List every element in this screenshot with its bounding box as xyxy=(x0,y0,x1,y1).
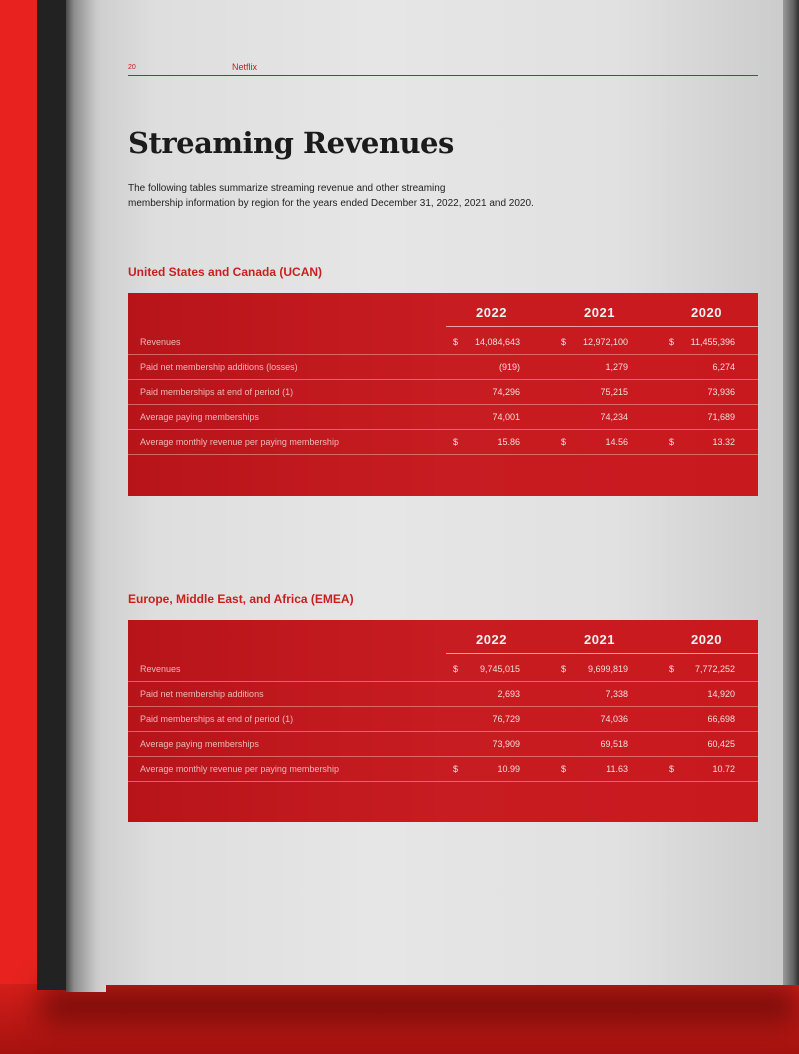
cell-value: 71,689 xyxy=(707,412,735,422)
table-row xyxy=(128,430,758,455)
intro-line-2: membership information by region for the years ended December 31, 2022, 2021 and 2020. xyxy=(128,198,534,209)
cell-value: 74,296 xyxy=(492,387,520,397)
row-label: Average paying memberships xyxy=(140,412,259,422)
row-label: Paid memberships at end of period (1) xyxy=(140,387,294,397)
currency-symbol: $ xyxy=(669,664,675,674)
row-label: Paid net membership additions xyxy=(140,689,264,699)
cell-value: 73,909 xyxy=(492,739,520,749)
cell-value: 14.56 xyxy=(605,437,628,447)
table-row xyxy=(128,707,758,732)
column-header-year: 2021 xyxy=(584,305,615,320)
cell-value: 7,772,252 xyxy=(694,664,735,674)
cell-value: 11,455,396 xyxy=(690,337,735,347)
row-label: Paid memberships at end of period (1) xyxy=(140,714,294,724)
row-label: Revenues xyxy=(140,664,181,674)
cell-value: 13.32 xyxy=(712,437,735,447)
row-label: Average monthly revenue per paying membership xyxy=(140,437,339,447)
cell-value: 74,234 xyxy=(600,412,628,422)
table-row xyxy=(128,757,758,782)
cell-value: 10.72 xyxy=(712,764,735,774)
cell-value: 9,745,015 xyxy=(479,664,520,674)
running-head-title: Netflix xyxy=(232,62,258,72)
page-number: 20 xyxy=(128,64,136,71)
table-ucan xyxy=(128,293,758,496)
cell-value: 12,972,100 xyxy=(582,337,628,347)
header-rule xyxy=(446,653,758,654)
table-row xyxy=(128,380,758,405)
column-header-year: 2020 xyxy=(691,305,722,320)
running-head-rule xyxy=(128,75,758,76)
currency-symbol: $ xyxy=(669,764,675,774)
table-emea xyxy=(128,620,758,822)
cell-value: 10.99 xyxy=(497,764,520,774)
column-header-year: 2022 xyxy=(476,305,507,320)
table-row xyxy=(128,682,758,707)
cell-value: 74,001 xyxy=(492,412,520,422)
row-label: Average monthly revenue per paying membership xyxy=(140,764,339,774)
intro-paragraph xyxy=(128,181,608,211)
currency-symbol: $ xyxy=(561,337,567,347)
table-row xyxy=(128,732,758,757)
cell-value: 6,274 xyxy=(712,362,735,372)
section-title-ucan: United States and Canada (UCAN) xyxy=(128,265,323,279)
intro-line-1: The following tables summarize streaming revenue and other streaming xyxy=(128,183,446,194)
cell-value: 75,215 xyxy=(600,387,628,397)
header-rule xyxy=(446,326,758,327)
book-shadow xyxy=(40,985,799,1025)
currency-symbol: $ xyxy=(561,664,567,674)
row-divider xyxy=(128,781,758,782)
cell-value: 2,693 xyxy=(497,689,520,699)
table-row xyxy=(128,355,758,380)
cell-value: 1,279 xyxy=(605,362,628,372)
column-header-year: 2021 xyxy=(584,632,615,647)
facing-page-edge xyxy=(783,0,799,985)
running-head xyxy=(128,60,758,78)
currency-symbol: $ xyxy=(453,337,459,347)
cell-value: 66,698 xyxy=(707,714,735,724)
cell-value: 7,338 xyxy=(605,689,628,699)
row-label: Average paying memberships xyxy=(140,739,259,749)
cell-value: 11.63 xyxy=(606,764,628,774)
column-header-year: 2020 xyxy=(691,632,722,647)
cell-value: 15.86 xyxy=(497,437,520,447)
currency-symbol: $ xyxy=(669,337,675,347)
cell-value: 60,425 xyxy=(707,739,735,749)
currency-symbol: $ xyxy=(561,764,567,774)
column-header-year: 2022 xyxy=(476,632,507,647)
row-divider xyxy=(128,454,758,455)
currency-symbol: $ xyxy=(453,437,459,447)
cell-value: 69,518 xyxy=(600,739,628,749)
cell-value: (919) xyxy=(498,362,520,372)
table-row xyxy=(128,657,758,682)
cell-value: 76,729 xyxy=(492,714,520,724)
cell-value: 14,084,643 xyxy=(474,337,520,347)
cell-value: 73,936 xyxy=(707,387,735,397)
table-row xyxy=(128,330,758,355)
currency-symbol: $ xyxy=(453,764,459,774)
currency-symbol: $ xyxy=(561,437,567,447)
page-title: Streaming Revenues xyxy=(128,126,454,160)
currency-symbol: $ xyxy=(453,664,459,674)
table-row xyxy=(128,405,758,430)
cell-value: 14,920 xyxy=(707,689,735,699)
cell-value: 74,036 xyxy=(600,714,628,724)
row-label: Revenues xyxy=(140,337,181,347)
cell-value: 9,699,819 xyxy=(587,664,628,674)
currency-symbol: $ xyxy=(669,437,675,447)
row-label: Paid net membership additions (losses) xyxy=(140,362,298,372)
section-title-emea: Europe, Middle East, and Africa (EMEA) xyxy=(128,592,354,606)
